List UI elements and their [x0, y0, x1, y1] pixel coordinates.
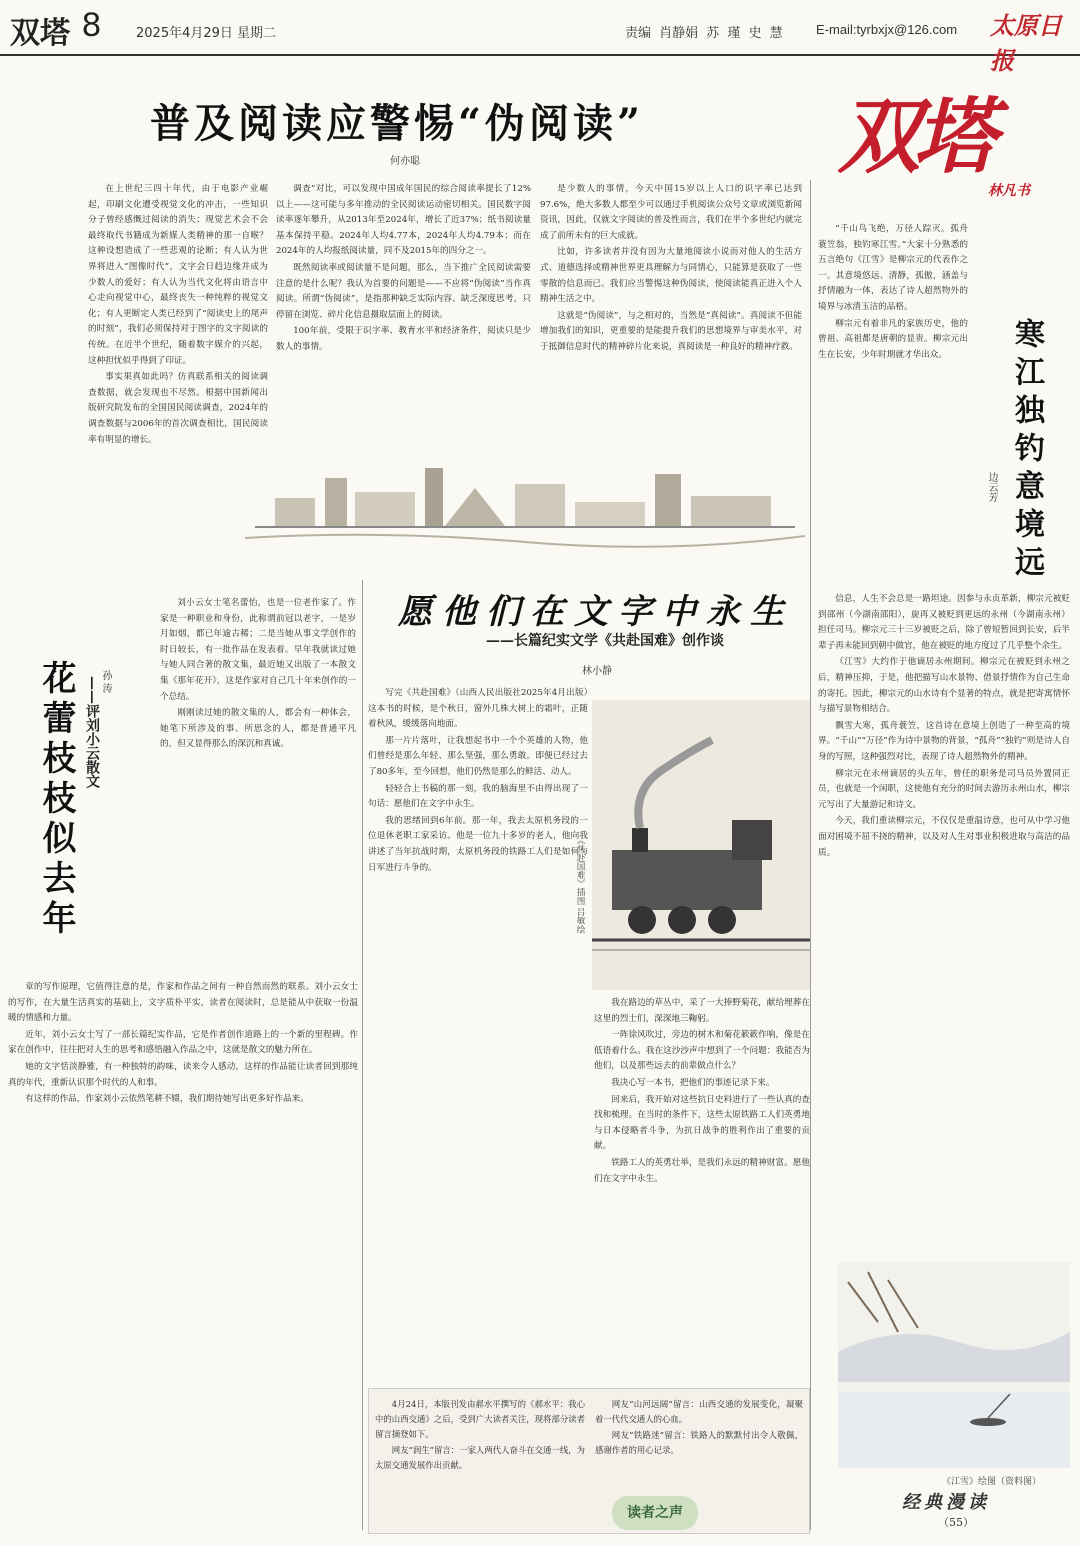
huali-headline: 花蕾枝枝似去年: [36, 660, 76, 940]
page-number: 8: [82, 6, 101, 44]
paragraph: 柳宗元在永州谪居的头五年，曾任的职务是司马员外置同正员，也就是一个闲职，这使他有充分的时间去游历永州山水，柳宗元写出了大量游记和诗文。: [818, 768, 1070, 810]
reader-comment: 网友“润生”留言：一家人两代人奋斗在交通一线，为太原交通发展作出贡献。: [375, 1445, 585, 1470]
paragraph: 既然阅读率或阅读量不是问题，那么，当下推广全民阅读需要注意的是什么呢？我认为首要的问题是——不应将“伪阅读”当作真阅读。所谓“伪阅读”，是指那种缺乏实际内容、缺乏深度思考，只停留在浏览、碎片化信息摄取层面上的阅读。: [276, 262, 531, 320]
paragraph: 刚刚读过她的散文集的人，都会有一种体会，她笔下所涉及的事、所思念的人，都是普通平凡的，但又显得那么的深沉和真诚。: [160, 708, 356, 750]
huali-column-2: [8, 980, 358, 1538]
readers-voice-box: [368, 1388, 810, 1534]
editors-credit: 责编 肖静娟 苏 瑾 史 慧: [625, 26, 783, 41]
hanjiang-byline: 边云芳: [986, 472, 997, 502]
paragraph: 一阵徐风吹过，旁边的树木和菊花簌簌作响，像是在低语着什么。我在这沙沙声中想到了一个问题：我能否为他们，以及那些远去的前辈做点什么？: [594, 1030, 810, 1072]
classic-series-number: （55）: [938, 1516, 974, 1529]
section-title: 双塔: [10, 16, 70, 51]
paragraph: 轻轻合上书稿的那一刻，我的脑海里不由得出现了一句话：愿他们在文字中永生。: [368, 783, 588, 810]
article2-column-2: [594, 996, 810, 1376]
paragraph: 章的写作原理，它值得注意的是，作家和作品之间有一种自然而然的联系。刘小云女士的写作，在大量生活真实的基础上，文字质朴平实，读者在阅读时，总是能从中获取一份温暖的情感和力量。: [8, 982, 358, 1024]
river-snow-painting: [838, 1262, 1070, 1468]
train-illustration: [592, 700, 810, 990]
skyline-illustration: [245, 438, 805, 568]
readers-intro: 4月24日，本版刊发由郝水平撰写的《郝水平：我心中的山西交通》之后，受到广大读者关注，现将部分读者留言摘登如下。: [375, 1399, 585, 1439]
train-illustration-caption: 《共赴国难》插图 吕敏绘: [575, 836, 585, 934]
paragraph: 我决心写一本书，把他们的事迹记录下来。: [611, 1077, 775, 1088]
paragraph: 今天，我们重读柳宗元，不仅仅是重温诗意，也可从中学习他面对困境不屈不挠的精神，以及对人生对事业积极进取与高洁的品质。: [818, 816, 1070, 858]
paragraph: 那一片片落叶，让我想起书中一个个英雄的人物，他们曾经是那么年轻、那么坚强，那么勇敢。即便已经过去了80多年，至今回想，他们仍然是那么的鲜活、动人。: [368, 735, 588, 777]
paragraph: 信息，人生不会总是一路坦途。因参与永贞革新，柳宗元被贬到邵州（今湖南邵阳），旋再又被贬到更远的永州（今湖南永州）担任司马。柳宗元三十三岁被贬之后，除了曾短暂回到长安，后半辈子再未能回到朝中做官，他在被贬的地方度过了几乎整个余生。: [818, 594, 1070, 651]
article2-byline: 林小静: [582, 666, 612, 677]
paragraph: 我的思绪回到6年前。那一年，我去太原机务段的一位退休老职工家采访。他是一位九十多岁的老人，他向我讲述了当年抗战时期，太原机务段的铁路工人们是如何与日军进行斗争的。: [368, 815, 588, 873]
reader-comment: 网友“铁路迷”留言：铁路人的默默付出令人敬佩，感谢作者的用心记录。: [595, 1430, 803, 1455]
hanjiang-column-1: [818, 222, 968, 582]
newspaper-masthead: 太原日报: [990, 11, 1062, 75]
editor-email[interactable]: E-mail:tyrbxjx@126.com: [816, 22, 958, 37]
column-divider: [810, 180, 811, 1530]
article2-column-1: [368, 686, 588, 1376]
article1-column-3: [540, 182, 802, 482]
paragraph: 柳宗元有着非凡的家族历史，他的曾祖、高祖都是唐朝的显贵。柳宗元出生在长安，少年时期就才华出众。: [818, 318, 968, 360]
article1-byline: 何亦聪: [390, 156, 420, 167]
hanjiang-column-2: [818, 592, 1070, 1242]
paragraph: 回来后，我开始对这些抗日史料进行了一些认真的查找和梳理。在当时的条件下，这些太原铁路工人们英勇地与日本侵略者斗争，为抗日战争的胜利作出了重要的贡献。: [594, 1094, 810, 1152]
reader-comment: 网友“山河远阔”留言：山西交通的发展变化，凝聚着一代代交通人的心血。: [595, 1399, 803, 1424]
calligraphy-signature: 林凡书: [988, 183, 1030, 199]
readers-column-1: [375, 1397, 585, 1527]
paragraph: 写完《共赴国难》（山西人民出版社2025年4月出版）这本书的时候，是个秋日，窗外几株大树上的霜叶，正随着秋风，缓缓落向地面。: [368, 688, 588, 730]
paragraph: 近年，刘小云女士写了一部长篇纪实作品，它是作者创作道路上的一个新的里程碑。作家在创作中，往往把对人生的思考和感悟融入作品之中，这就是散文的魅力所在。: [8, 1029, 358, 1056]
paragraph: 在上世纪三四十年代，由于电影产业崛起，印刷文化遭受视觉文化的冲击，一些知识分子曾经感慨过阅读的消失；现觉艺术会不会最终取代书籍成为新媒人类精神的那一自喉？这种设想造成了一些悲观的论断；有人认为世界将进入“图像时代”，文字会日趋边缘并成为少数人的爱好；有人认为当代文化将由语言中心走向视觉中心，最终丧失一种纯粹的视觉文化；有人更断定人类已经到了“阅读史上的尾声的时刻”，我们必须保持对于图字的文字阅读的传统。在近半个世纪，随着数字媒介的兴起，这种担忧似乎得到了印证。: [88, 184, 268, 366]
paragraph: 刘小云女士笔名蕾怡，也是一位老作家了。作家是一种职业和身份，此称谓前冠以老字，一是岁月如烟，都已年逾古稀；二是当她从事文学创作的时日较长，有一批作品在发表着。早年我就读过她与她人同合著的散文集，最近她又出版了一本散文集《那年花开》，这是作家对自己几十年来创作的一个总结。: [160, 598, 356, 702]
readers-voice-badge: 读者之声: [612, 1496, 698, 1530]
paragraph: 她的文字恬淡静雅，有一种独特的韵味，读来令人感动，这样的作品能让读者回到那纯真的年代，重新认识那个时代的人和事。: [8, 1061, 358, 1088]
paragraph: 事实果真如此吗？仿真联系相关的阅读调查数据，就会发现也不尽然。根据中国新闻出版研究院发布的全国国民阅读调查，2024年的调查数据与2006年的首次调查相比，国民阅读率有明显的增长。: [88, 372, 268, 445]
article1-column-1: [88, 182, 268, 572]
readers-column-2: [595, 1397, 803, 1493]
paragraph: 我在路边的草丛中，采了一大捧野菊花，献给埋葬在这里的烈士们，深深地三鞠躬。: [594, 998, 810, 1024]
column-logo: [838, 72, 1070, 212]
hanjiang-headline: 寒江独钓意境远: [1009, 318, 1044, 584]
article2-subtitle: ——长篇纪实文学《共赴国难》创作谈: [486, 633, 724, 649]
column-logo-title: 双塔: [838, 89, 990, 185]
painting-caption: 《江雪》绘图（资料图）: [942, 1477, 1042, 1487]
article2-headline: 愿他们在文字中永生: [398, 592, 794, 632]
issue-date: 2025年4月29日 星期二: [136, 26, 277, 41]
huali-column-1: [160, 596, 356, 976]
paragraph: “千山鸟飞绝，万径人踪灭。孤舟蓑笠翁，独钓寒江雪。”大家十分熟悉的五言绝句《江雪》是柳宗元的代表作之一。其意境悠远、清静，孤傲，涵盖与抒情融为一体，表达了诗人超然物外的境界与冰清玉洁的品格。: [818, 224, 968, 312]
paragraph: 调查”对比，可以发现中国成年国民的综合阅读率提长了12%以上——这可能与多年推动的全民阅读运动密切相关。国民数字阅读率逐年攀升，从2013年至2024年，增长了近37%；纸书阅读量基本保持平稳。2024年人均4.77本，2024年人均4.79本；而在2024年的人均报纸阅读量，同不及2015年的四分之一。: [276, 184, 531, 257]
article1-headline: 普及阅读应警惕“伪阅读”: [150, 100, 645, 147]
huali-byline: 孙 涛: [100, 670, 111, 694]
paragraph: 是少数人的事情，今天中国15岁以上人口的识字率已达到97.6%，绝大多数人都至少可以通过手机阅读公众号文章或浏览新闻资讯，因此，仅就文字阅读的普及性而言，我们在半个多世纪内就完成了前所未有的巨大成就。: [540, 184, 802, 241]
paragraph: 飘雪大寒，孤舟蓑笠，这首诗在意境上创造了一种至高的境界。“千山”“万径”作为诗中景物的背景，“孤舟”“独钓”则是诗人自身的写照，这种强烈对比，表现了诗人超然物外的精神。: [818, 720, 1070, 762]
page-header: [0, 0, 1080, 75]
paragraph: 100年前，受限于识字率、教育水平和经济条件，阅读只是少数人的事情。: [276, 326, 531, 352]
paragraph: 这就是“伪阅读”，与之相对的，当然是“真阅读”。真阅读不但能增加我们的知识，更重要的是能提升我们的思想境界与审美水平，对于抵御信息时代的精神碎片化来说，真阅读是一种良好的精神疗救。: [540, 310, 802, 352]
classic-series-title: 经典漫读: [902, 1492, 990, 1513]
paragraph: 《江雪》大约作于他谪居永州期间。柳宗元在被贬到永州之后，精神压抑，于是，他把描写山水景物、借景抒情作为自己生命的寄托。因此，柳宗元的山水诗有个显著的特点，就是把寄寓情怀与描写景物相结合。: [818, 657, 1070, 715]
paragraph: 有这样的作品，作家刘小云依然笔耕不辍，我们期待她写出更多好作品来。: [25, 1094, 309, 1105]
paragraph: 铁路工人的英勇壮举，是我们永远的精神财富。愿他们在文字中永生。: [594, 1157, 810, 1184]
column-divider: [362, 580, 363, 1530]
paragraph: 比如，许多读者并没有因为大量地阅读小说而对他人的生活方式、道德选择或精神世界更具理解力与同情心，只能算是获取了一些零散的信息而已。我们应当警惕这种伪阅读，使阅读能真正进入个人精神生活之中。: [540, 247, 802, 305]
huali-subtitle: ——评刘小云散文: [84, 676, 100, 788]
